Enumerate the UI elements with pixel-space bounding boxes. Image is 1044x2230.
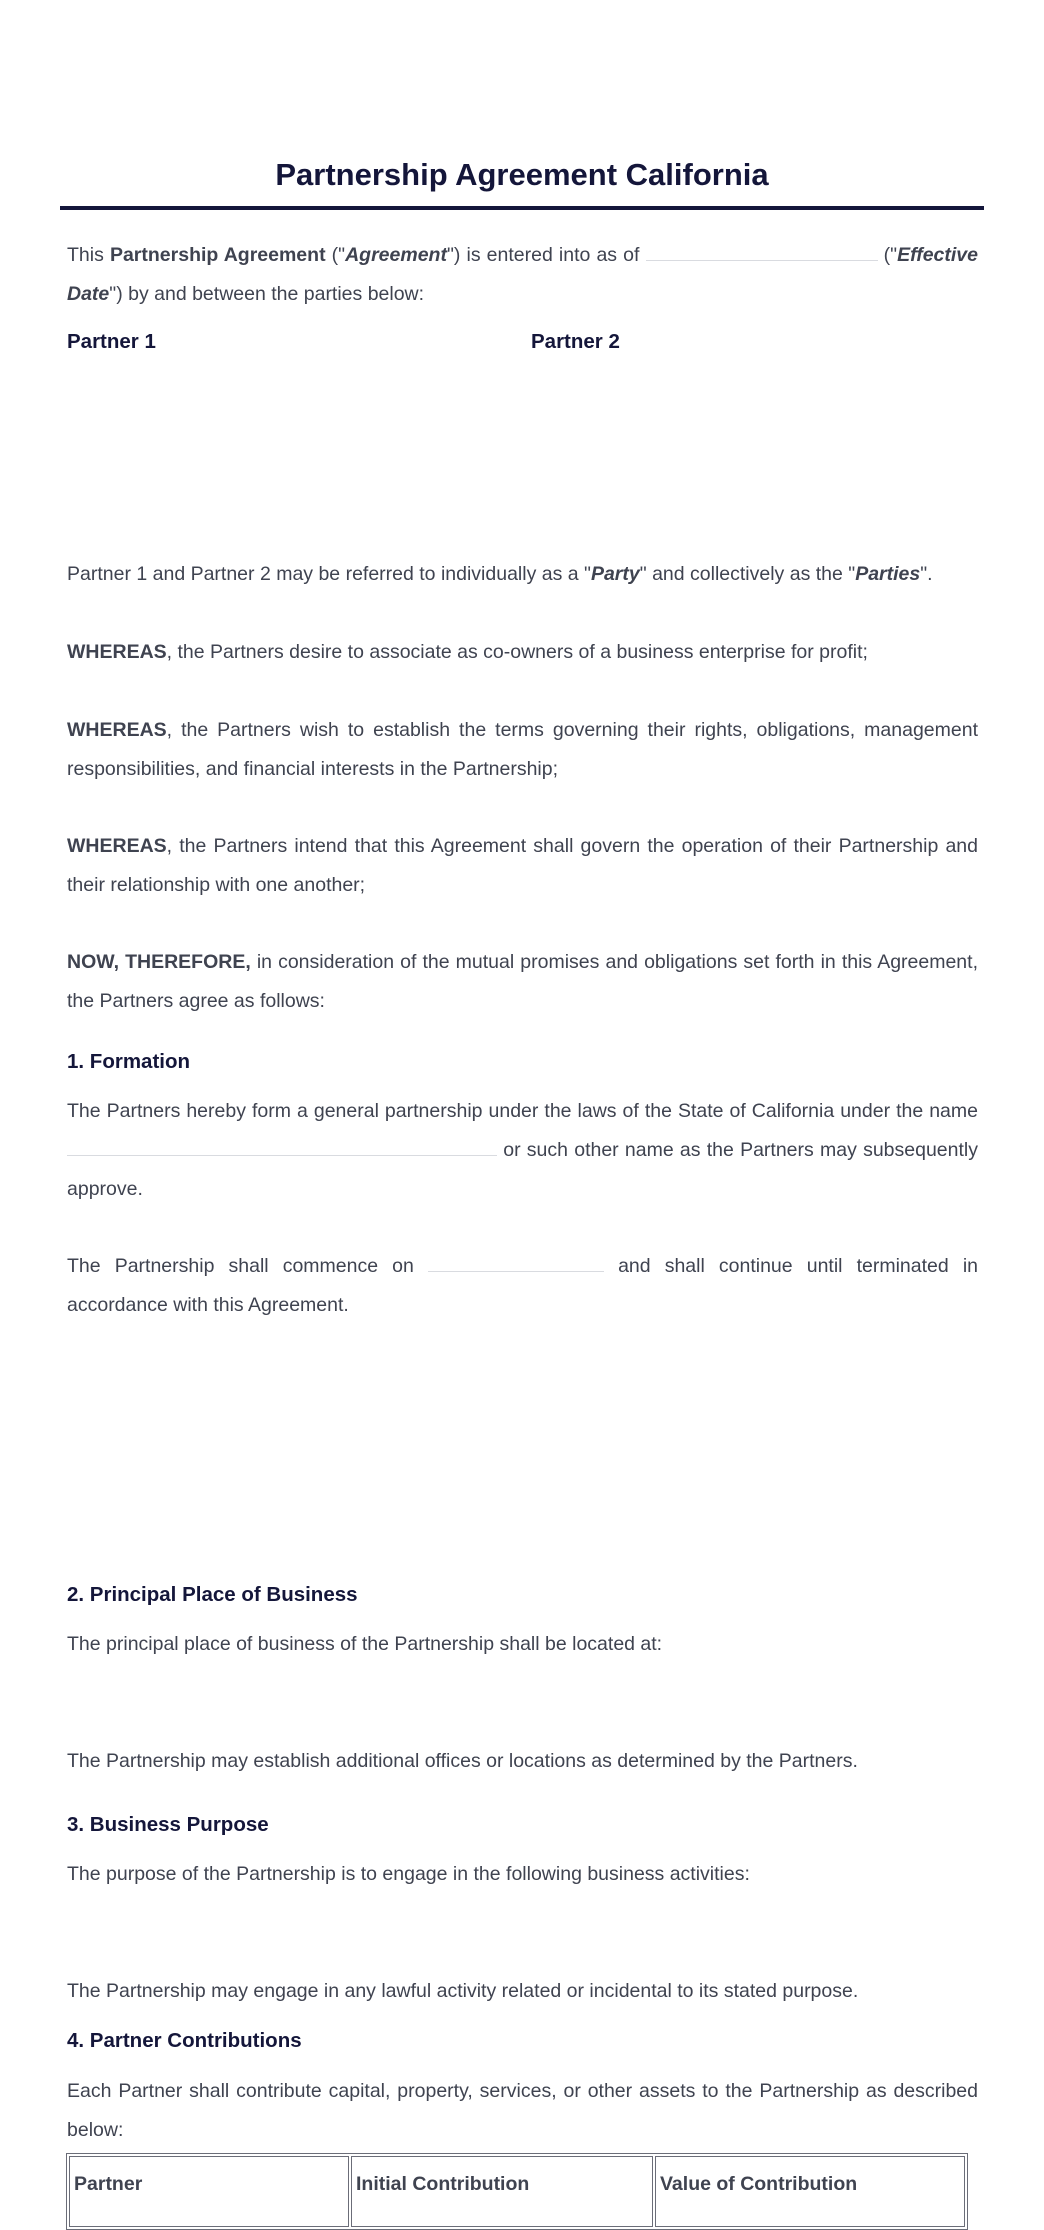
intro-text-4: (" [877, 244, 898, 266]
section-heading-purpose: 3. Business Purpose [67, 1813, 269, 1836]
referred-text-3: ". [920, 563, 933, 585]
formation-paragraph-2 [67, 1247, 978, 1325]
now-therefore-paragraph [67, 943, 978, 1021]
intro-agreement-bold: Partnership Agreement [109, 244, 326, 266]
purpose-paragraph-2: The Partnership may engage in any lawful activity related or incidental to its stated purpose. [67, 1980, 859, 2002]
whereas-paragraph-3 [67, 827, 978, 905]
formation-text-4: and shall continue until terminated in accordance with this Agreement. [67, 1255, 978, 1316]
place-paragraph-2: The Partnership may establish additional offices or locations as determined by the Partners. [67, 1750, 858, 1772]
intro-text-3: ") is entered into as of [446, 244, 646, 266]
intro-effective-date: Effective Date [67, 244, 978, 305]
table-header-partner: Partner [69, 2156, 349, 2227]
now-therefore-lead: NOW, THEREFORE, [67, 951, 251, 973]
purpose-paragraph-1: The purpose of the Partnership is to engage in the following business activities: [67, 1863, 750, 1885]
formation-text-2: or such other name as the Partners may subsequently approve. [67, 1139, 978, 1200]
formation-text-3: The Partnership shall commence on [67, 1255, 428, 1277]
partner-2-label: Partner 2 [531, 330, 620, 353]
referred-paragraph [67, 555, 978, 594]
effective-date-field[interactable] [646, 242, 878, 261]
whereas-lead: WHEREAS [67, 641, 167, 663]
partner-1-label: Partner 1 [67, 330, 156, 353]
now-therefore-text: in consideration of the mutual promises and obligations set forth in this Agreement, the Partners agree as follows: [67, 951, 978, 1012]
formation-paragraph-1 [67, 1092, 978, 1209]
contributions-table [66, 2153, 968, 2230]
referred-party: Party [590, 563, 640, 585]
referred-text-2: " and collectively as the " [639, 563, 856, 585]
intro-text-1: This [67, 244, 110, 266]
whereas-lead: WHEREAS [67, 835, 167, 857]
formation-text-1: The Partners hereby form a general partnership under the laws of the State of California under the name [67, 1100, 978, 1122]
whereas-lead: WHEREAS [67, 719, 167, 741]
section-heading-formation: 1. Formation [67, 1050, 191, 1073]
whereas-text: , the Partners desire to associate as co-owners of a business enterprise for profit; [166, 641, 868, 663]
whereas-paragraph-2 [67, 711, 978, 789]
whereas-text: , the Partners wish to establish the terms governing their rights, obligations, management responsibilities, and financial interests in the Partnership; [67, 719, 978, 780]
referred-parties: Parties [855, 563, 921, 585]
table-header-initial-contribution: Initial Contribution [351, 2156, 653, 2227]
section-heading-place: 2. Principal Place of Business [67, 1583, 358, 1606]
table-header-value-of-contribution: Value of Contribution [655, 2156, 965, 2227]
whereas-text: , the Partners intend that this Agreement shall govern the operation of their Partnership and their relationship with one another; [67, 835, 978, 896]
intro-text-2: (" [325, 244, 346, 266]
partnership-name-field[interactable] [67, 1137, 497, 1156]
section-heading-contributions: 4. Partner Contributions [67, 2029, 302, 2052]
whereas-paragraph-1 [67, 633, 978, 672]
document-title: Partnership Agreement California [275, 157, 769, 192]
place-paragraph-1: The principal place of business of the Partnership shall be located at: [67, 1633, 663, 1655]
table-header-row [69, 2156, 965, 2227]
commencement-date-field[interactable] [428, 1253, 604, 1272]
intro-paragraph [67, 236, 978, 314]
intro-agreement-italic: Agreement [345, 244, 447, 266]
contributions-paragraph: Each Partner shall contribute capital, property, services, or other assets to the Partnership as described below: [67, 2080, 978, 2141]
intro-text-5: ") by and between the parties below: [109, 283, 425, 305]
referred-text-1: Partner 1 and Partner 2 may be referred to individually as a " [67, 563, 591, 585]
title-divider [60, 206, 984, 210]
